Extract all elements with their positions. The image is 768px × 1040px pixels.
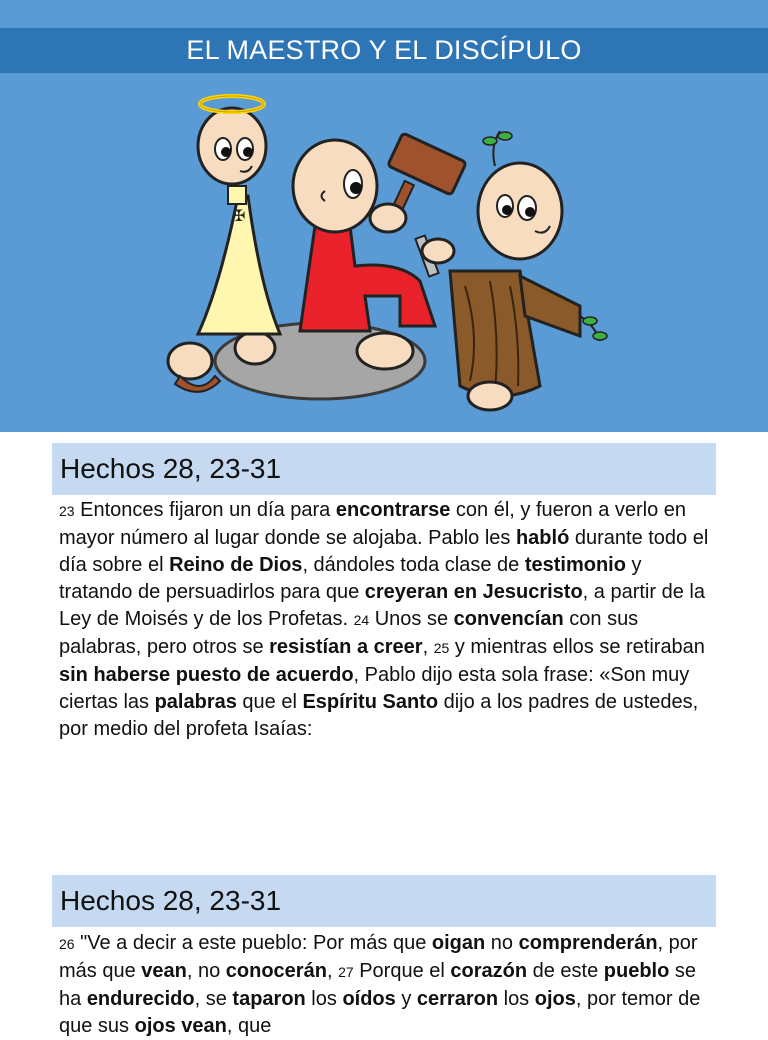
- verse-number: 24: [353, 612, 370, 628]
- page-title: EL MAESTRO Y EL DISCÍPULO: [0, 28, 768, 73]
- passage-text: , se: [194, 988, 233, 1010]
- passage-text: dijo a los padres de ustedes, por medio del profeta Isaías:: [59, 691, 699, 740]
- top-strip: [0, 0, 768, 28]
- emphasized-text: comprenderán: [518, 932, 658, 954]
- emphasized-text: oídos: [342, 988, 396, 1010]
- passage-text: se ha: [59, 960, 697, 1010]
- passage-text: , Pablo dijo esta sola frase: «Son muy ciertas las: [59, 664, 690, 713]
- emphasized-text: ojos: [534, 988, 576, 1010]
- emphasized-text: Reino de Dios: [169, 554, 303, 576]
- verse-number: 26: [59, 936, 75, 952]
- emphasized-text: pueblo: [603, 960, 670, 982]
- emphasized-text: Espíritu Santo: [302, 691, 439, 713]
- emphasized-text: conocerán: [225, 960, 327, 982]
- section-heading-text: Hechos 28, 23-31: [60, 885, 282, 916]
- passage-text: de este: [527, 960, 604, 982]
- emphasized-text: creyeran en Jesucristo: [364, 581, 583, 603]
- passage-text: Entonces fijaron un día para: [74, 499, 336, 521]
- passage-text: , por más que: [59, 932, 698, 982]
- emphasized-text: corazón: [450, 960, 528, 982]
- passage-text: no: [485, 932, 519, 954]
- section-heading: [52, 875, 716, 927]
- passage-text: con sus palabras, pero otros se: [59, 608, 639, 658]
- passage-text: y mientras ellos se retiraban: [449, 636, 705, 658]
- passage-text: durante todo el día sobre el: [59, 527, 709, 576]
- emphasized-text: encontrarse: [335, 499, 451, 521]
- passage-text: "Ve a decir a este pueblo: Por más que: [74, 932, 432, 954]
- emphasized-text: resistían a creer: [269, 636, 423, 658]
- emphasized-text: endurecido: [86, 988, 195, 1010]
- verse-number: 25: [433, 640, 450, 656]
- emphasized-text: testimonio: [524, 554, 626, 576]
- passage-text: Porque el: [353, 960, 451, 982]
- section-heading: [52, 443, 716, 495]
- passage-text: los: [498, 988, 535, 1010]
- passage-text: , no: [186, 960, 226, 982]
- verse-number: 23: [59, 503, 75, 519]
- passage-text: , que: [226, 1015, 272, 1037]
- passage-text: , por temor de que sus: [59, 988, 701, 1037]
- passage-text: Unos se: [369, 608, 454, 630]
- passage-text: que el: [236, 691, 303, 713]
- emphasized-text: sin haberse puesto de acuerdo: [59, 664, 354, 686]
- emphasized-text: convencían: [453, 608, 564, 630]
- passage-text: y tratando de persuadirlos para que: [59, 554, 642, 603]
- passage-text: , a partir de la Ley de Moisés y de los Profetas.: [59, 581, 705, 630]
- emphasized-text: vean: [141, 960, 187, 982]
- emphasized-text: taparon: [232, 988, 306, 1010]
- cartoon-illustration: [160, 86, 610, 416]
- passage-text: con él, y fueron a verlo en mayor número al lugar donde se alojaba. Pablo les: [59, 499, 687, 549]
- section-heading-text: Hechos 28, 23-31: [60, 453, 282, 484]
- verse-number: 27: [338, 964, 354, 980]
- emphasized-text: oigan: [431, 932, 486, 954]
- passage-text: los: [305, 988, 343, 1010]
- scripture-passage: [59, 497, 719, 743]
- emphasized-text: habló: [515, 527, 570, 549]
- emphasized-text: cerraron: [416, 988, 499, 1010]
- passage-text: ,: [326, 960, 339, 982]
- passage-text: , dándoles toda clase de: [302, 554, 525, 576]
- emphasized-text: palabras: [154, 691, 237, 713]
- passage-text: ,: [422, 636, 434, 658]
- passage-text: y: [395, 988, 417, 1010]
- svg-text:✠: ✠: [232, 206, 246, 225]
- emphasized-text: ojos vean: [134, 1015, 227, 1037]
